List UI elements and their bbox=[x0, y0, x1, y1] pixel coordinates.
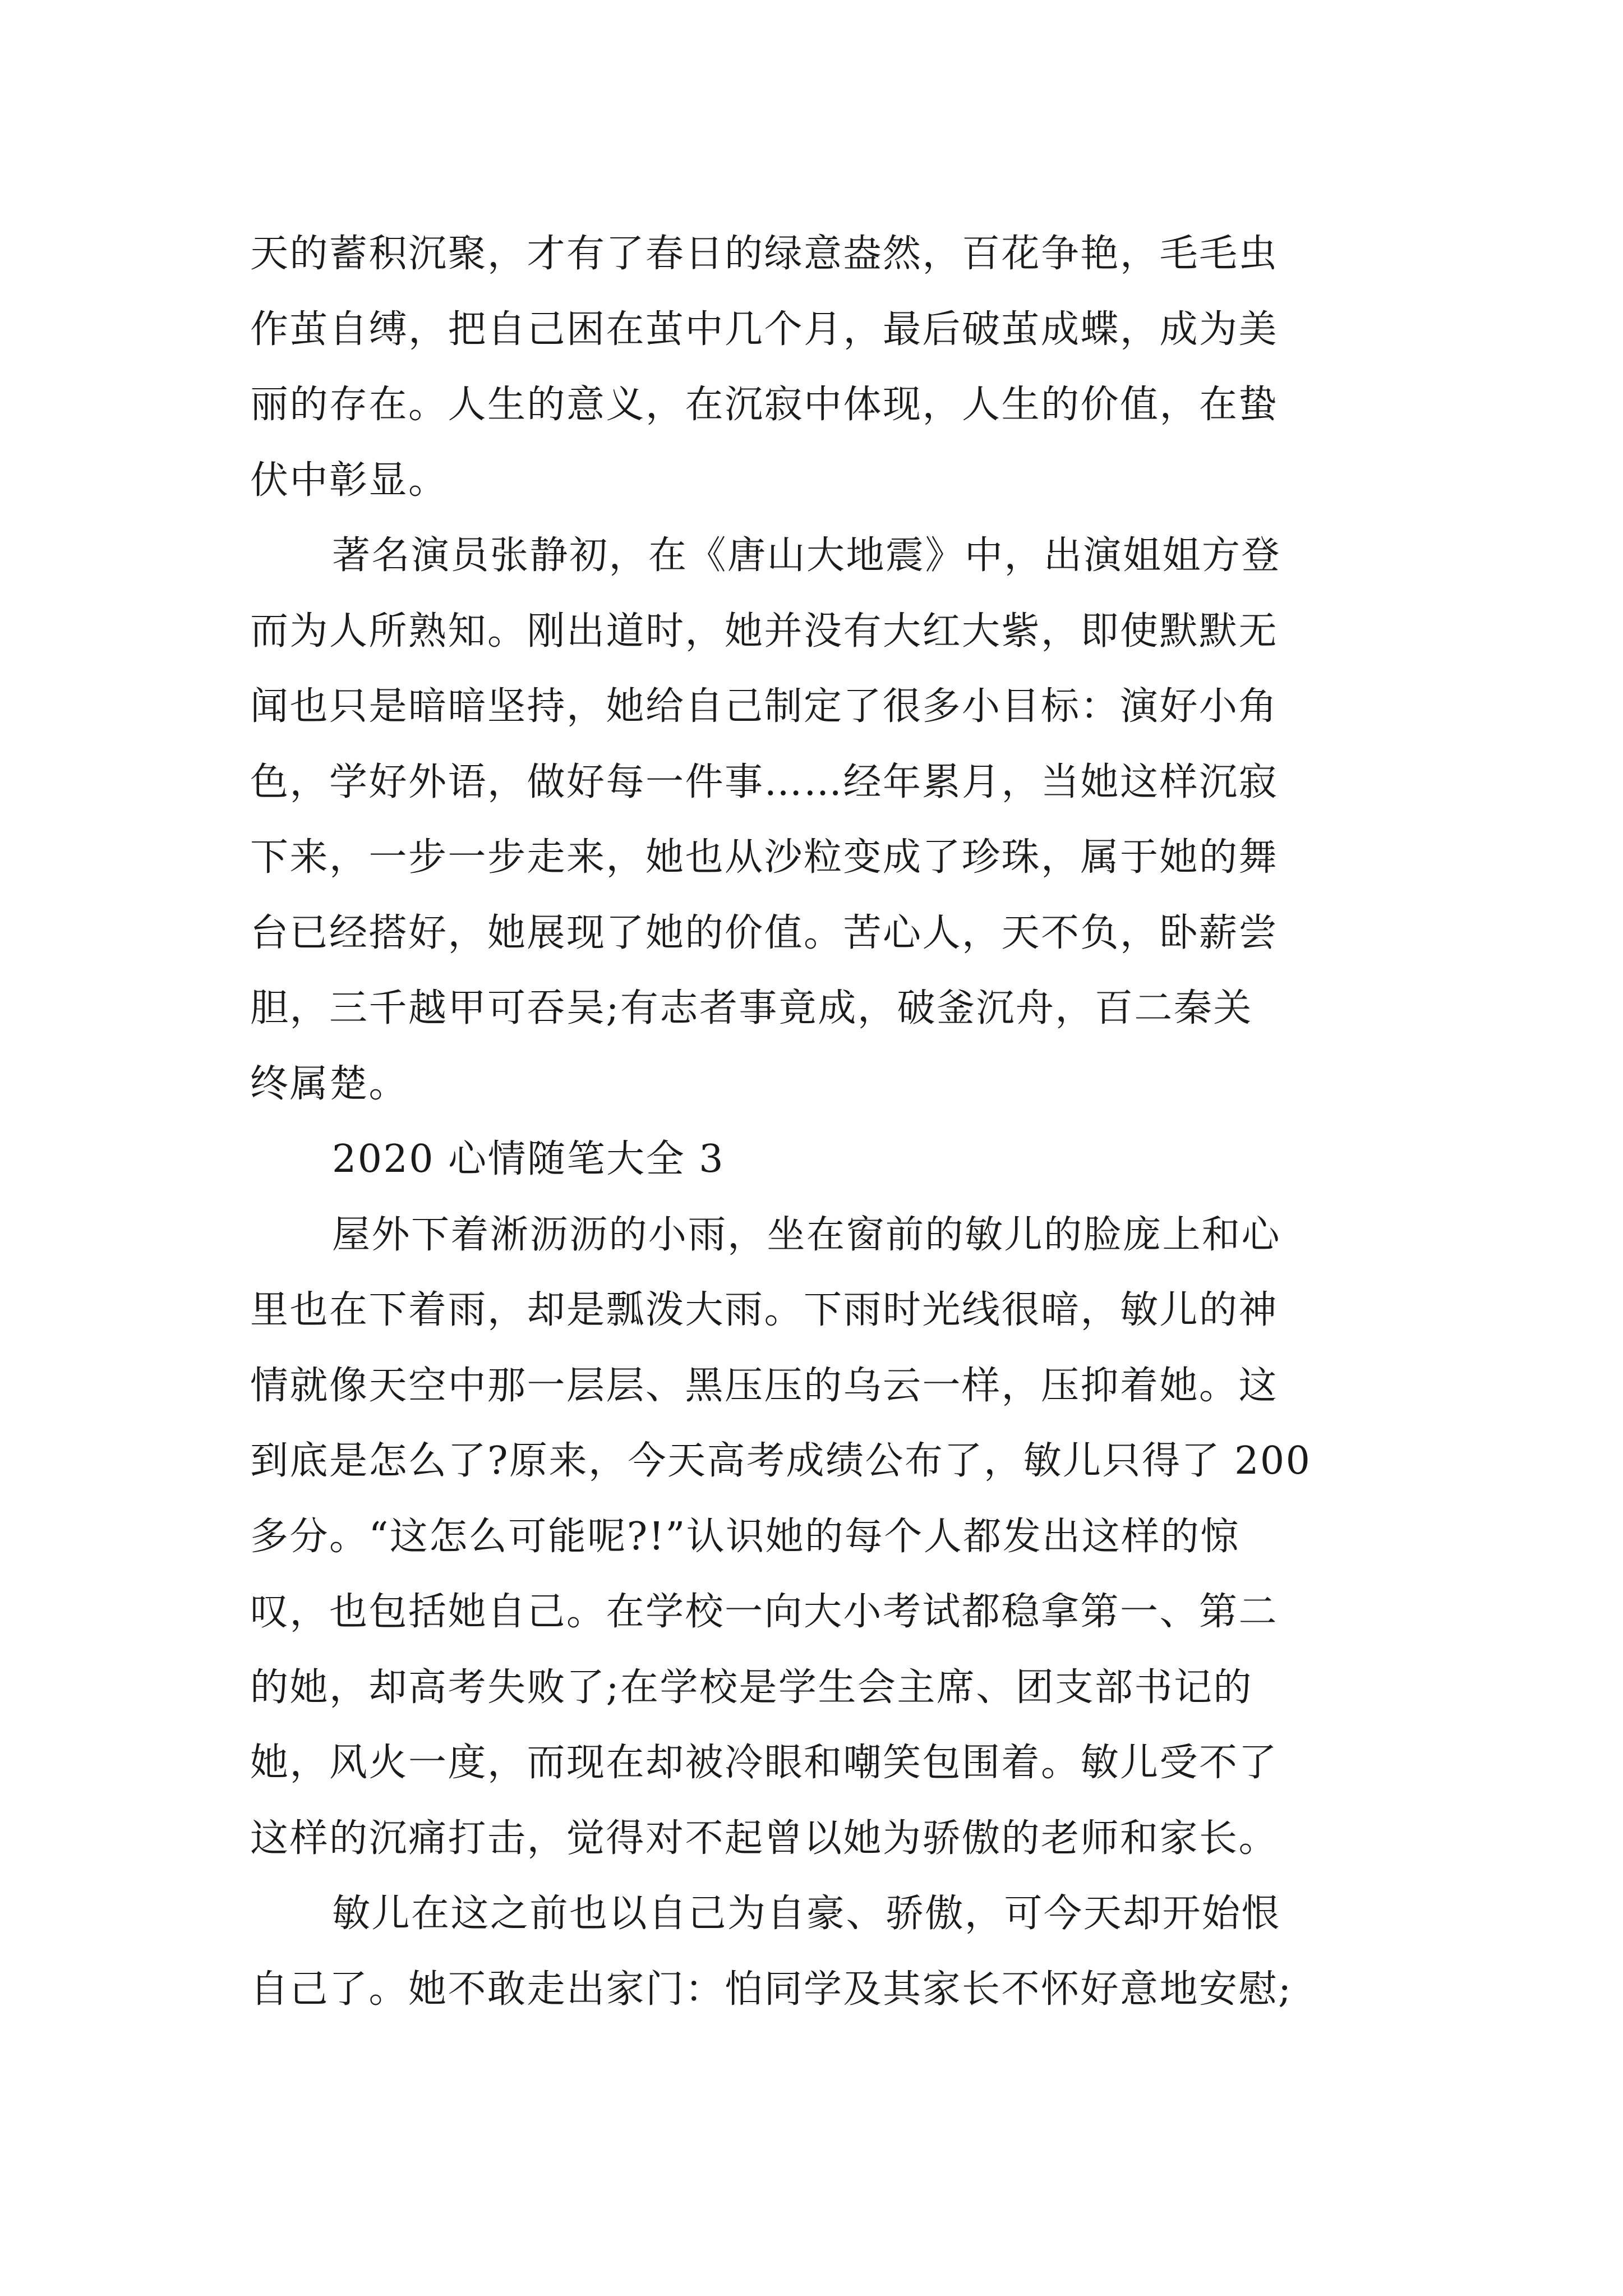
paragraph-first-line: 敏儿在这之前也以自己为自豪、骄傲，可今天却开始恨 bbox=[332, 1892, 1281, 1936]
text-line: 下来，一步一步走来，她也从沙粒变成了珍珠，属于她的舞 bbox=[250, 835, 1279, 880]
text-line: 自己了。她不敢走出家门：怕同学及其家长不怀好意地安慰; bbox=[250, 1967, 1293, 2012]
text-line: 胆，三千越甲可吞吴;有志者事竟成，破釜沉舟，百二秦关 bbox=[250, 986, 1253, 1030]
text-line: 终属楚。 bbox=[250, 1061, 409, 1106]
text-line: 里也在下着雨，却是瓢泼大雨。下雨时光线很暗，敏儿的神 bbox=[250, 1288, 1279, 1332]
text-line: 这样的沉痛打击，觉得对不起曾以她为骄傲的老师和家长。 bbox=[250, 1816, 1279, 1861]
body-text bbox=[250, 217, 1400, 2027]
paragraph-first-line: 屋外下着淅沥沥的小雨，坐在窗前的敏儿的脸庞上和心 bbox=[332, 1212, 1281, 1257]
text-line: 多分。“这怎么可能呢?!”认识她的每个人都发出这样的惊 bbox=[250, 1514, 1240, 1559]
text-line: 闻也只是暗暗坚持，她给自己制定了很多小目标：演好小角 bbox=[250, 684, 1279, 729]
text-line: 丽的存在。人生的意义，在沉寂中体现，人生的价值，在蛰 bbox=[250, 383, 1279, 427]
text-line: 作茧自缚，把自己困在茧中几个月，最后破茧成蝶，成为美 bbox=[250, 307, 1279, 352]
text-line: 到底是怎么了?原来，今天高考成绩公布了，敏儿只得了 200 bbox=[250, 1439, 1312, 1483]
text-line: 她，风火一度，而现在却被冷眼和嘲笑包围着。敏儿受不了 bbox=[250, 1741, 1279, 1785]
section-heading: 2020 心情随笔大全 3 bbox=[332, 1137, 725, 1181]
text-line: 叹，也包括她自己。在学校一向大小考试都稳拿第一、第二 bbox=[250, 1590, 1279, 1634]
text-line: 伏中彰显。 bbox=[250, 458, 448, 503]
text-line: 情就像天空中那一层层、黑压压的乌云一样，压抑着她。这 bbox=[250, 1363, 1279, 1408]
text-line: 而为人所熟知。刚出道时，她并没有大红大紫，即使默默无 bbox=[250, 609, 1279, 654]
text-line: 天的蓄积沉聚，才有了春日的绿意盎然，百花争艳，毛毛虫 bbox=[250, 232, 1279, 276]
text-line: 色，学好外语，做好每一件事……经年累月，当她这样沉寂 bbox=[250, 760, 1279, 804]
text-line: 台已经搭好，她展现了她的价值。苦心人，天不负，卧薪尝 bbox=[250, 910, 1279, 955]
paragraph-first-line: 著名演员张静初，在《唐山大地震》中，出演姐姐方登 bbox=[332, 533, 1281, 578]
text-line: 的她，却高考失败了;在学校是学生会主席、团支部书记的 bbox=[250, 1665, 1253, 1710]
